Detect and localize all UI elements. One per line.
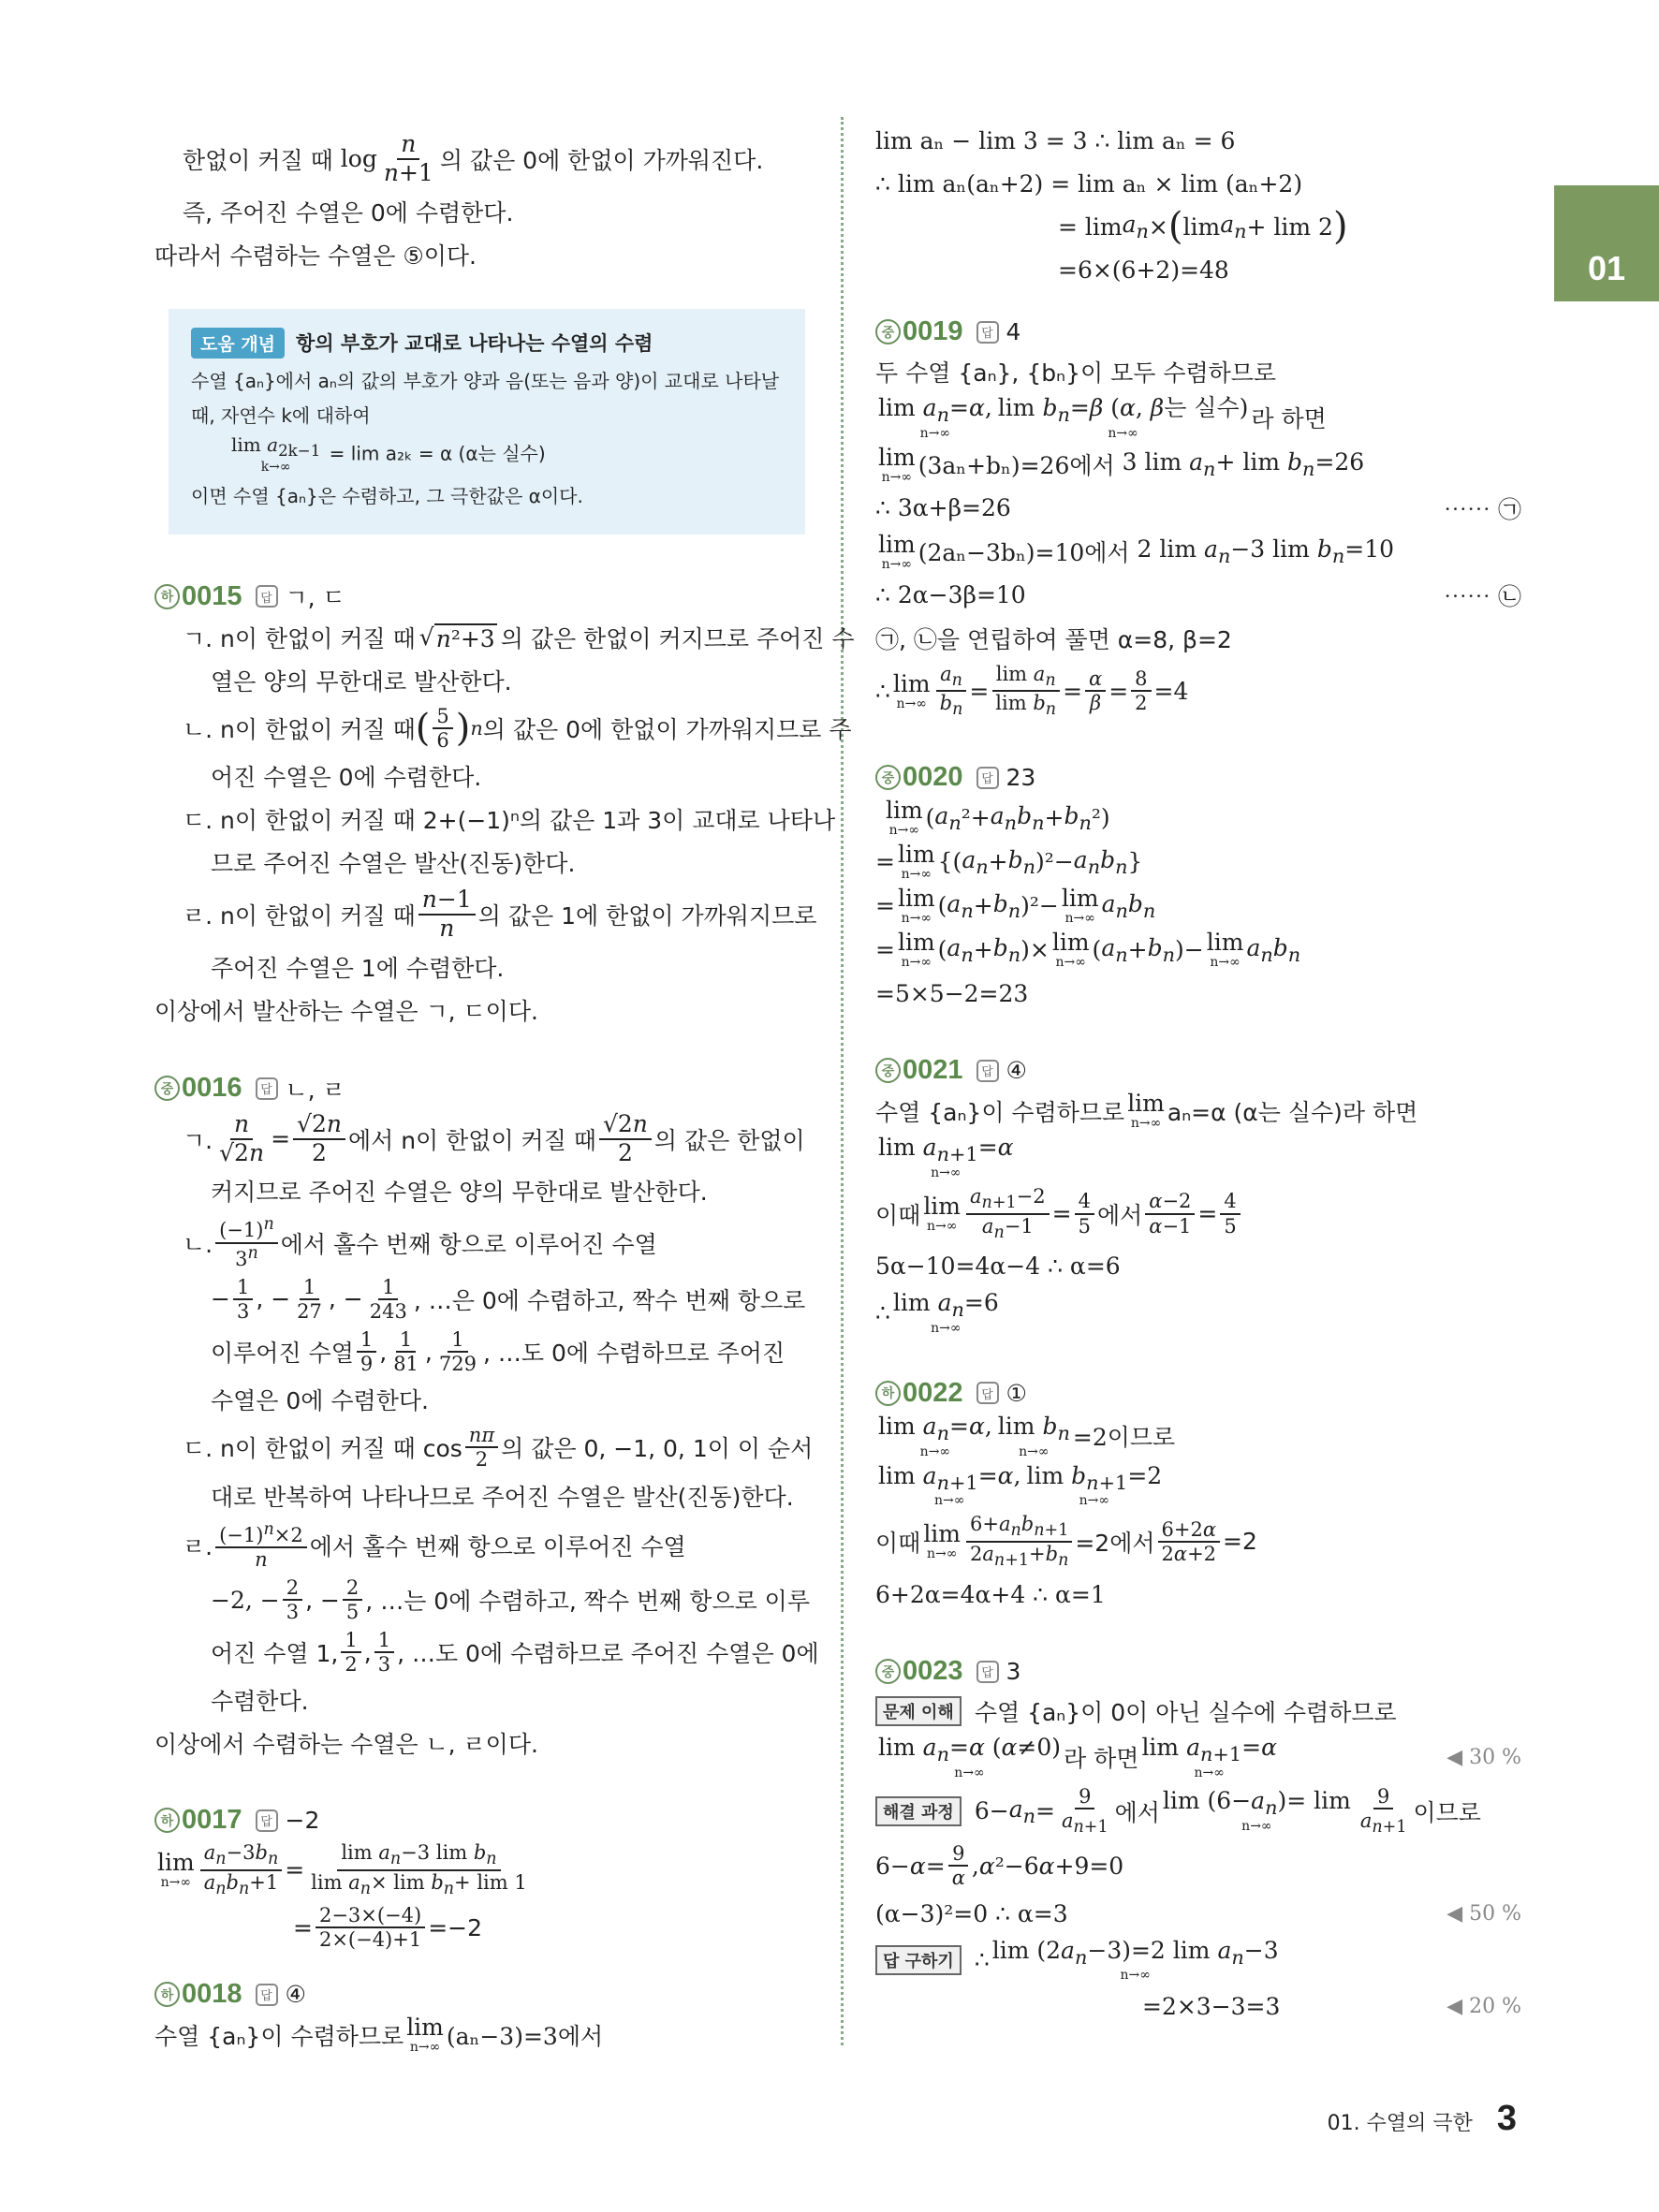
problem-header-0022: 하 0022 답 ① — [875, 1378, 1521, 1409]
answer-icon: 답 — [256, 1809, 278, 1832]
answer-icon: 답 — [256, 585, 278, 608]
difficulty-badge: 중 — [875, 1659, 901, 1684]
difficulty-badge: 중 — [875, 319, 901, 344]
problem-header-0023: 중 0023 답 3 — [875, 1656, 1521, 1687]
answer-icon: 답 — [976, 321, 999, 344]
answer-icon: 답 — [976, 1661, 999, 1683]
answer-icon: 답 — [976, 767, 999, 789]
answer-icon: 답 — [256, 1077, 278, 1100]
left-column: 한없이 커질 때 log $\frac{n}{n+1}$ 의 값은 0에 한없이 가까워진다. 즉, 주어진 수열은 0에 수렴한다. 따라서 수렴하는 수열은 ⑤이다. 도움 개념 항의 부호가 교대로 나타나는 수열의 수렴 수열 {aₙ}에서 aₙ의 값의 부호가 양과 음(또는 음과 양)이 교대로 나타날 때, 자연수 k에 대하여 $\lim a_{2k-1}$ k→∞ = lim a₂ₖ = α (α는 실수) 이면 수열 {aₙ}은 수렴하고, 그 극한값은 α이다. 하 0015 답 ㄱ, ㄷ ㄱ. n이 한없이 커질 때 √ n²+3 의 값은 한없이 커지므로 주어진 수 열은 양의 무한대로 발산한다. ㄴ. n이 한없이 커질 때 ( $\frac{5}{6}$ ) n 의 값은 0에 한없이 가까워지므로 주 어진 수열은 0에 수렴한다. ㄷ. n이 한없이 커질 때 2+(−1)ⁿ의 값은 1과 3이 교대로 나타나 므로 주어진 수열은 발산(진동)한다. ㄹ. n이 한없이 커질 때 $\frac{n-1}{n}$ 의 값은 1에 한없이 가까워지므로 주어진 수열은 1에 수렴한다. 이상에서 발산하는 수열은 ㄱ, ㄷ이다. 중 0016 답 ㄴ, ㄹ ㄱ. $\frac{n}{√2n}$ = $\frac{√2n}{2}$ 에서 n이 한없이 커질 때 $\frac{√2n}{2}$ 의 값은 한없이 커지므로 주어진 수열은 양의 무한대로 발산한다. ㄴ. $\frac{(-1)^n}{3^n}$ 에서 홀수 번째 항으로 이루어진 수열 − $\frac{1}{3}$ , − $\frac{1}{27}$ , − $\frac{1}{243}$ , …은 0에 수렴하고, 짝수 번째 항으로 이루어진 수열 $\frac{1}{9}$ , $\frac{1}{81}$ , $\frac{1}{729}$ , …도 0에 수렴하므로 주어진 수열은 0에 수렴한다. ㄷ. n이 한없이 커질 때 cos $\frac{n\pi}{2}$ 의 값은 0, −1, 0, 1이 이 순서 대로 반복하여 나타나므로 주어진 수열은 발산(진동)한다. ㄹ. $\frac{(-1)^n\times 2}{n}$ 에서 홀수 번째 항으로 이루어진 수열 −2, − $\frac{2}{3}$ , − $\frac{2}{5}$ , …는 0에 수렴하고, 짝수 번째 항으로 이루 어진 수열 1, $\frac{1}{2}$ , $\frac{1}{3}$ , …도 0에 수렴하므로 주어진 수열은 0에 수렴한다. 이상에서 수렴하는 수열은 ㄴ, ㄹ이다. 하 0017 답 −2 lim n→∞ $\frac{a_n-3b_n}{a_nb_n+1}$ = $\frac{\lim a_n-3 \lim b_n}{\lim a_n\times \lim b_n+ \lim 1}$ = $\frac{2-3\times(-4)}{2\times(-4)+1}$ =−2 하 0018 답 ④ 수열 {aₙ}이 수렴하므로 lim n→∞ (aₙ−3)=3에서 — [154, 130, 855, 2056]
problem-header-0016: 중 0016 답 ㄴ, ㄹ — [154, 1072, 810, 1106]
difficulty-badge: 하 — [875, 1381, 901, 1406]
conclusion: 이상에서 수렴하는 수열은 ㄴ, ㄹ이다. — [154, 1731, 538, 1759]
problem-header-0017: 하 0017 답 −2 — [154, 1805, 810, 1836]
concept-title: 항의 부호가 교대로 나타나는 수열의 수렴 — [296, 332, 653, 355]
column-divider — [841, 117, 844, 2045]
difficulty-badge: 하 — [154, 1808, 180, 1833]
step-tag: 답 구하기 — [875, 1945, 962, 1975]
concept-box: 도움 개념 항의 부호가 교대로 나타나는 수열의 수렴 수열 {aₙ}에서 aₙ의 값의 부호가 양과 음(또는 음과 양)이 교대로 나타날 때, 자연수 k에 대하여 $\lim a_{2k-1}$ k→∞ = lim a₂ₖ = α (α는 실수) 이면 수열 {aₙ}은 수렴하고, 그 극한값은 α이다. — [169, 309, 805, 535]
answer-icon: 답 — [976, 1382, 999, 1404]
problem-header-0015: 하 0015 답 ㄱ, ㄷ — [154, 579, 810, 613]
chapter-tab: 01 — [1554, 185, 1659, 301]
conclusion: 이상에서 발산하는 수열은 ㄱ, ㄷ이다. — [154, 997, 538, 1025]
problem-header-0021: 중 0021 답 ④ — [875, 1055, 1521, 1086]
answer-icon: 답 — [256, 1984, 278, 2006]
page-number: 3 — [1496, 2099, 1517, 2138]
concept-badge: 도움 개념 — [191, 328, 285, 359]
difficulty-badge: 중 — [875, 1058, 901, 1083]
step-tag: 문제 이해 — [875, 1696, 962, 1726]
difficulty-badge: 하 — [154, 1982, 180, 2007]
fraction: $\frac{n}{n+1}$ — [383, 130, 433, 186]
problem-header-0019: 중 0019 답 4 — [875, 316, 1521, 347]
score-percent: ◀ 20 % — [1446, 1994, 1521, 2018]
page-footer — [1328, 2099, 1517, 2139]
score-percent: ◀ 50 % — [1446, 1902, 1521, 1926]
right-column: lim aₙ − lim 3 = 3 ∴ lim aₙ = 6 ∴ lim aₙ(aₙ+2) = lim aₙ × lim (aₙ+2) = lim $a_n$ × ( lim $a_n$ + lim 2 ) =6×(6+2)=48 중 0019 답 4 두 수열 {aₙ}, {bₙ}이 모두 수렴하므로 $\lim a_n=\alpha$, n→∞ $\lim b_n=\beta$ (α, β는 실수) n→∞ 라 하면 lim n→∞ (3aₙ+bₙ)=26에서 3 $\lim a_n+ \lim b_n=26$ ∴ 3α+β=26 ⋯⋯ ㉠ lim n→∞ (2aₙ−3bₙ)=10에서 2 $\lim a_n-3$ $\lim b_n=10$ ∴ 2α−3β=10 ⋯⋯ ㉡ ㉠, ㉡을 연립하여 풀면 α=8, β=2 ∴ lim n→∞ $\frac{a_n}{b_n}$ = $\frac{\lim a_n}{\lim b_n}$ = $\frac{\alpha}{\beta}$ = $\frac{8}{2}$ =4 중 0020 답 23 lim n→∞ ( $a_n$ ²+ $a_nb_n$ + $b_n$ ²) = lim n→∞ {( $a_n$ + $b_n$ )²− $a_nb_n$ } = lim n→∞ ( $a_n$ + $b_n$ )²− lim n→∞ $a_nb_n$ = lim n→∞ ( $a_n$ + $b_n$ )× lim n→∞ ( $a_n$ + $b_n$ )− lim n→∞ $a_nb_n$ =5×5−2=23 중 0021 답 ④ 수열 {aₙ}이 수렴하므로 lim n→∞ aₙ=α (α는 실수)라 하면 $\lim a_{n+1}=\alpha$ n→∞ 이때 lim n→∞ $\frac{a_{n+1}-2}{a_n-1}$ = $\frac{4}{5}$ 에서 $\frac{\alpha-2}{\alpha-1}$ = $\frac{4}{5}$ 5α−10=4α−4 ∴ α=6 ∴ $\lim a_n=6$ n→∞ 하 0022 답 ① $\lim a_n=\alpha$, n→∞ $\lim b_n$ n→∞ =2이므로 $\lim a_{n+1}=\alpha$, n→∞ $\lim b_{n+1}=2$ n→∞ 이때 lim n→∞ $\frac{6+a_nb_{n+1}}{2a_{n+1}+b_n}$ =2에서 $\frac{6+2\alpha}{2\alpha+2}$ =2 6+2α=4α+4 ∴ α=1 중 0023 답 3 문제 이해 수열 {aₙ}이 0이 아닌 실수에 수렴하므로 $\lim a_n=\alpha$ (α≠0) n→∞ 라 하면 $\lim a_{n+1}=\alpha$ n→∞ ◀ 30 % 해결 과정 6− $a_n$ = $\frac{9}{a_{n+1}}$ 에서 $\lim (6-a_n)= \lim$ n→∞ $\frac{9}{a_{n+1}}$ 이므로 6− α = $\frac{9}{\alpha}$ , α ²−6 α +9=0 (α−3)²=0 ∴ α=3 ◀ 50 % 답 구하기 ∴ $\lim (2a_n-3)=2$ $\lim a_n-3$ n→∞ =2×3−3=3 ◀ 20 % — [875, 126, 1521, 2020]
problem-header-0018: 하 0018 답 ④ — [154, 1979, 810, 2010]
difficulty-badge: 하 — [154, 584, 180, 609]
chapter-label: 01. 수열의 극한 — [1327, 2112, 1473, 2135]
answer-icon: 답 — [976, 1060, 999, 1082]
problem-header-0020: 중 0020 답 23 — [875, 762, 1521, 793]
intro-line: 한없이 커질 때 log $\frac{n}{n+1}$ 의 값은 0에 한없이 가까워진다. — [183, 130, 764, 186]
step-tag: 해결 과정 — [875, 1796, 962, 1826]
intro-conclusion: 따라서 수렴하는 수열은 ⑤이다. — [154, 242, 477, 270]
score-percent: ◀ 30 % — [1446, 1745, 1521, 1769]
difficulty-badge: 중 — [154, 1076, 180, 1101]
intro-line: 즉, 주어진 수열은 0에 수렴한다. — [183, 198, 514, 227]
difficulty-badge: 중 — [875, 765, 901, 790]
